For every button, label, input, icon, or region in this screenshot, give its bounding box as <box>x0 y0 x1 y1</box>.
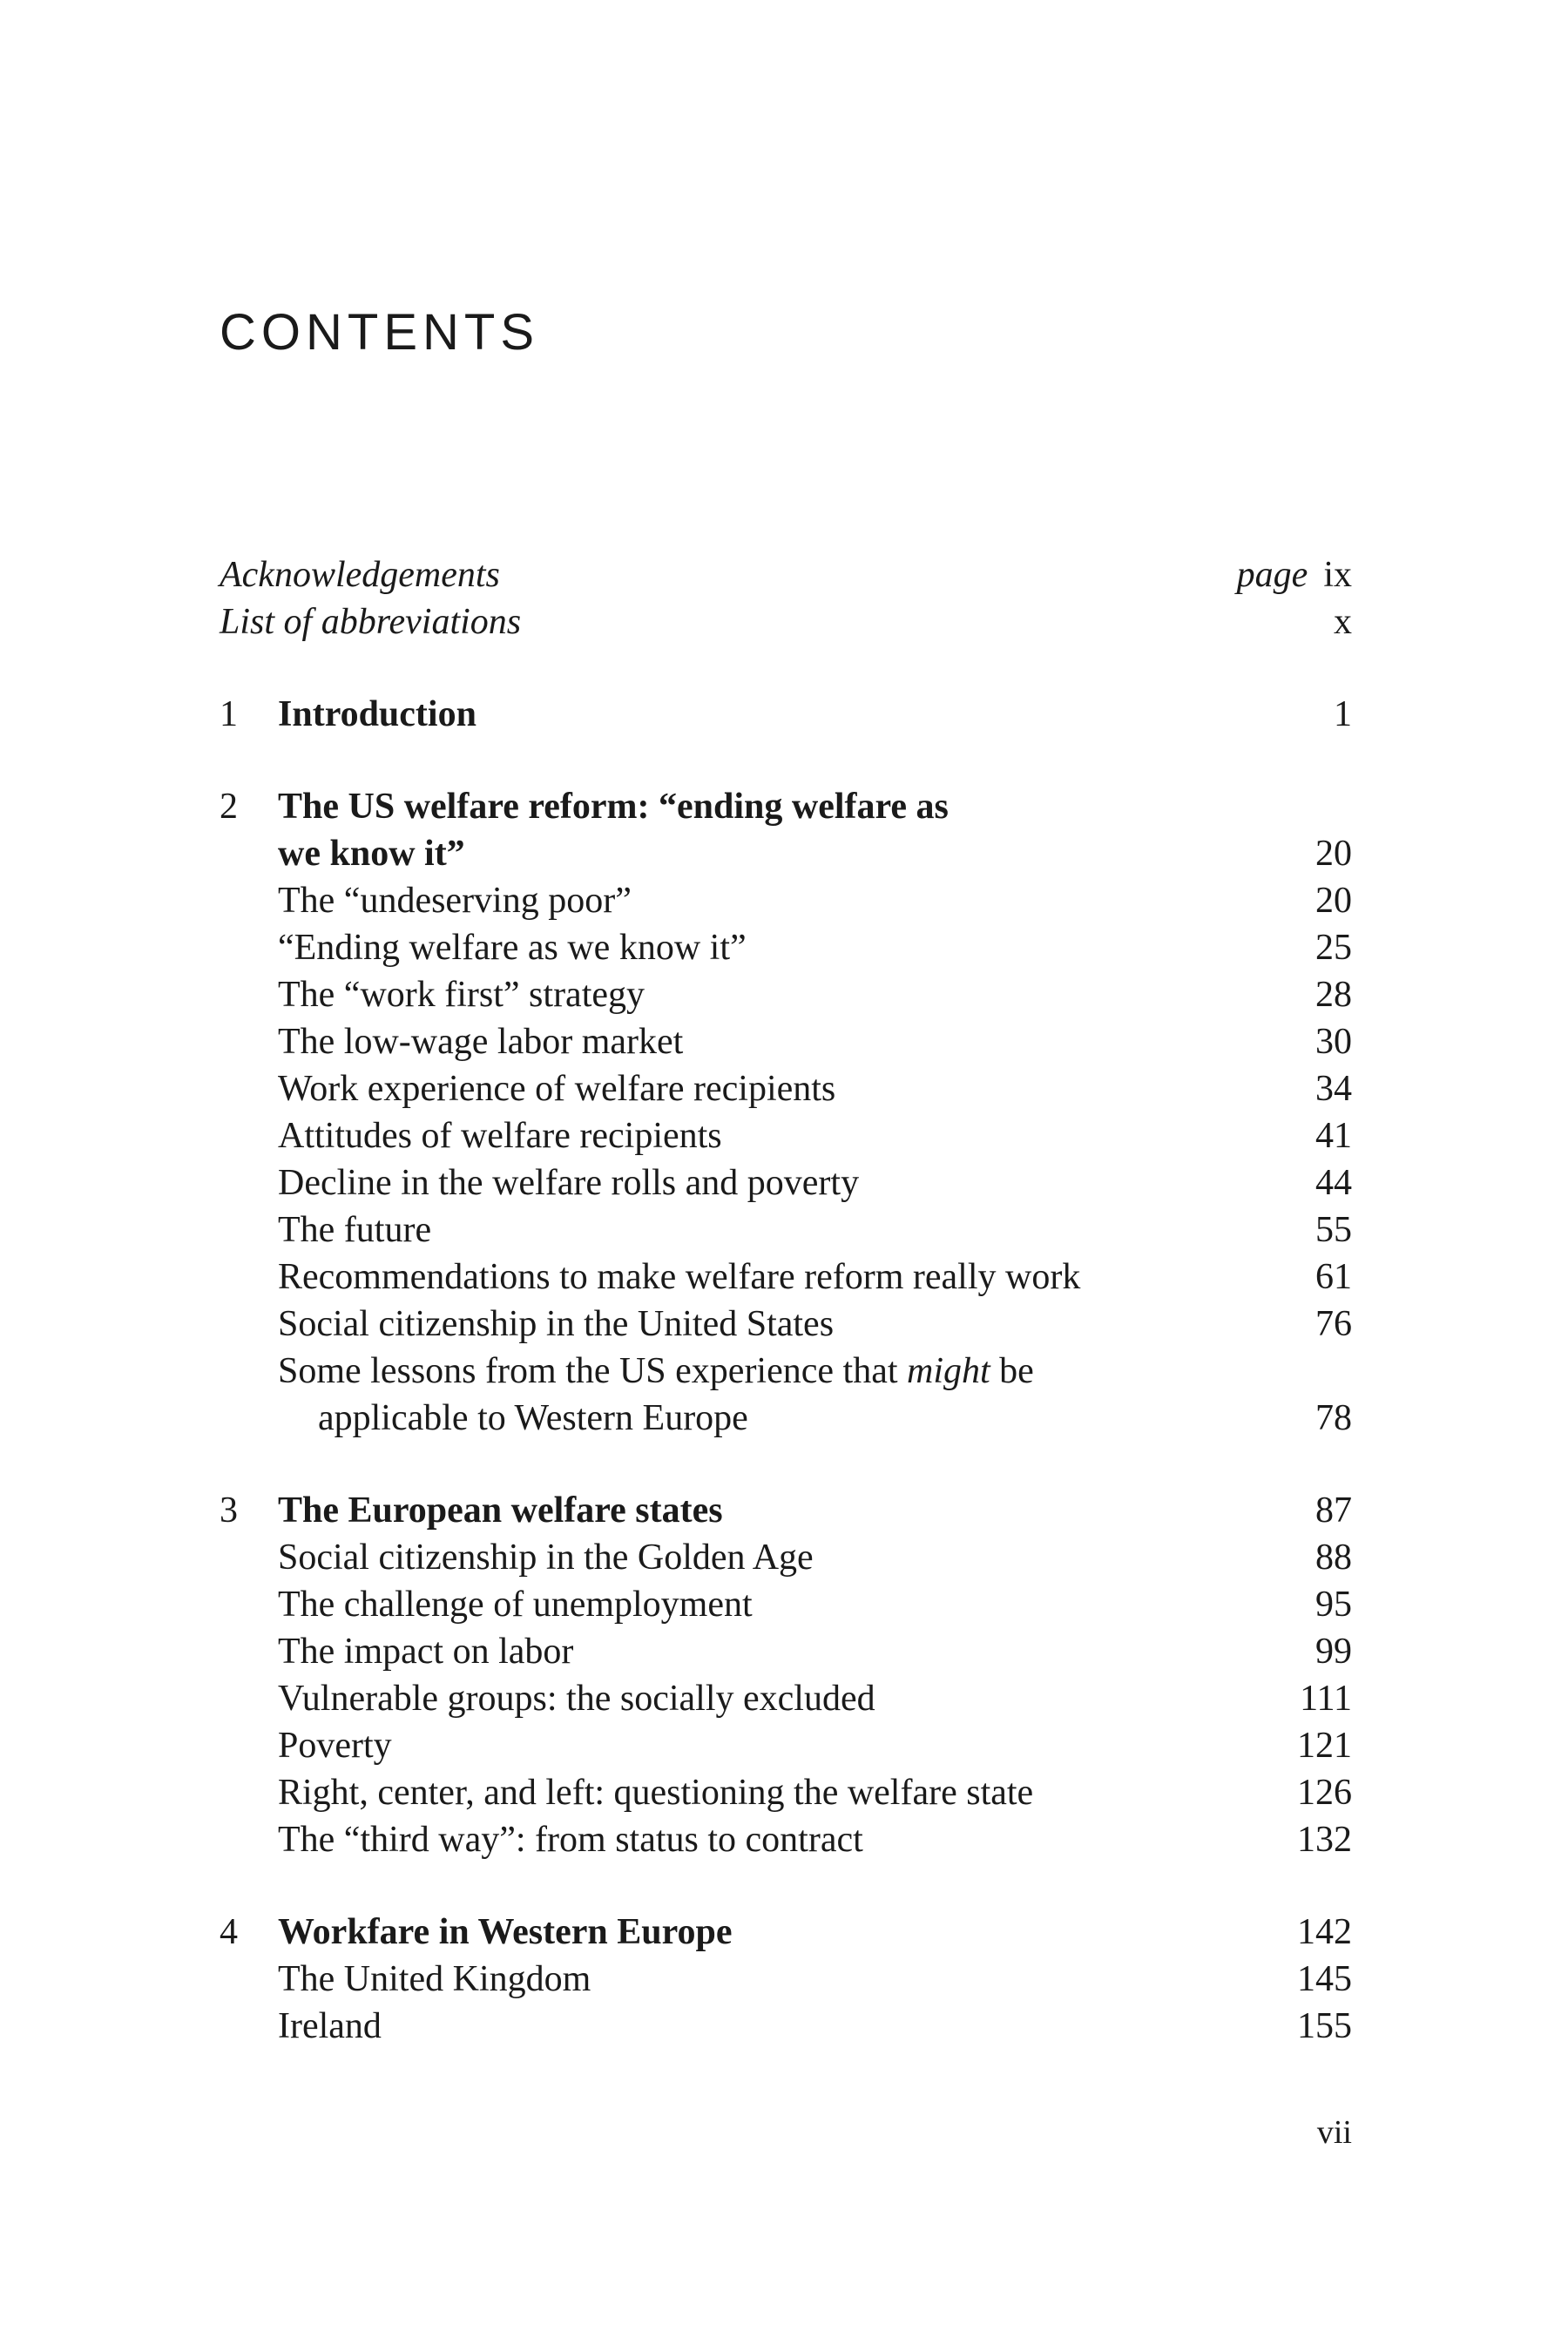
toc-entry-page: 78 <box>1315 1398 1352 1438</box>
section-title: Decline in the welfare rolls and poverty <box>278 1163 860 1203</box>
toc-chapter-2[interactable] <box>220 783 1352 830</box>
toc-section[interactable] <box>220 1581 1352 1628</box>
section-title: The United Kingdom <box>278 1959 591 1999</box>
toc-entry-page: 20 <box>1315 881 1352 921</box>
section-title: Right, center, and left: questioning the welfare state <box>278 1773 1034 1813</box>
toc-entry-page: 61 <box>1315 1257 1352 1297</box>
chapter-number: 2 <box>220 787 238 827</box>
section-title: Social citizenship in the United States <box>278 1304 835 1344</box>
chapter-title: Introduction <box>278 694 476 734</box>
toc-section[interactable] <box>220 1348 1352 1395</box>
toc-entry-page: 88 <box>1315 1538 1352 1578</box>
toc-entry-page: 87 <box>1315 1490 1352 1531</box>
section-title: The “undeserving poor” <box>278 881 632 921</box>
toc-section[interactable] <box>220 1534 1352 1581</box>
section-title-emphasis: might <box>907 1351 990 1391</box>
toc-section[interactable] <box>220 1675 1352 1722</box>
section-title <box>278 1348 1034 1395</box>
toc-entry-page: 25 <box>1315 928 1352 968</box>
toc-section[interactable] <box>220 1018 1352 1065</box>
section-title: Social citizenship in the Golden Age <box>278 1538 814 1578</box>
toc-entry-page <box>1237 551 1352 598</box>
section-title-continued: applicable to Western Europe <box>318 1398 748 1438</box>
toc-entry-page: 44 <box>1315 1163 1352 1203</box>
section-title: Recommendations to make welfare reform really work <box>278 1257 1081 1297</box>
toc-entry-page: 121 <box>1297 1726 1352 1766</box>
toc-entry-page: 30 <box>1315 1022 1352 1062</box>
toc-entry-page: 142 <box>1297 1912 1352 1952</box>
toc-section[interactable] <box>220 1065 1352 1112</box>
chapter-number: 1 <box>220 694 238 734</box>
section-title: The “third way”: from status to contract <box>278 1820 863 1860</box>
toc-entry-page: 155 <box>1297 2006 1352 2046</box>
section-title: The challenge of unemployment <box>278 1585 753 1625</box>
toc-entry-page: 126 <box>1297 1773 1352 1813</box>
toc-entry-page: 99 <box>1315 1632 1352 1672</box>
section-title: The impact on labor <box>278 1632 574 1672</box>
chapter-title: Workfare in Western Europe <box>278 1912 733 1952</box>
toc-entry-page: 132 <box>1297 1820 1352 1860</box>
section-title: The future <box>278 1210 432 1250</box>
toc-entry-title: Acknowledgements <box>220 555 500 595</box>
section-title: “Ending welfare as we know it” <box>278 928 747 968</box>
section-title: Poverty <box>278 1726 392 1766</box>
chapter-number: 4 <box>220 1912 238 1952</box>
page-title: CONTENTS <box>220 304 539 361</box>
toc-entry-title: List of abbreviations <box>220 602 522 642</box>
toc-section[interactable] <box>220 1301 1352 1348</box>
toc-section[interactable] <box>220 924 1352 971</box>
toc-section[interactable] <box>220 971 1352 1018</box>
page-number: ix <box>1323 555 1352 595</box>
toc-section-continued[interactable] <box>220 1395 1352 1442</box>
toc-section[interactable] <box>220 1159 1352 1206</box>
toc-section[interactable] <box>220 1628 1352 1675</box>
section-title: Vulnerable groups: the socially excluded <box>278 1679 875 1719</box>
section-title: The low-wage labor market <box>278 1022 684 1062</box>
chapter-title: The US welfare reform: “ending welfare as <box>278 787 949 827</box>
section-title-text: be <box>990 1351 1034 1391</box>
toc-section[interactable] <box>220 1254 1352 1301</box>
page-number-folio: vii <box>1316 2114 1352 2151</box>
table-of-contents <box>220 551 1352 2050</box>
section-title: Attitudes of welfare recipients <box>278 1116 722 1156</box>
toc-section[interactable] <box>220 1816 1352 1863</box>
toc-chapter-1[interactable] <box>220 691 1352 738</box>
toc-entry-page: x <box>1334 602 1352 642</box>
toc-entry-page: 34 <box>1315 1069 1352 1109</box>
toc-entry-acknowledgements[interactable] <box>220 551 1352 598</box>
toc-chapter-2-continued[interactable] <box>220 830 1352 877</box>
chapter-number: 3 <box>220 1490 238 1531</box>
toc-section[interactable] <box>220 1769 1352 1816</box>
toc-entry-page: 1 <box>1334 694 1352 734</box>
chapter-title-continued: we know it” <box>278 834 465 874</box>
toc-entry-page: 95 <box>1315 1585 1352 1625</box>
toc-section[interactable] <box>220 1112 1352 1159</box>
page-label: page <box>1236 555 1308 595</box>
toc-entry-page: 28 <box>1315 975 1352 1015</box>
toc-entry-abbreviations[interactable] <box>220 598 1352 645</box>
section-title: The “work first” strategy <box>278 975 645 1015</box>
toc-entry-page: 41 <box>1315 1116 1352 1156</box>
toc-entry-page: 76 <box>1315 1304 1352 1344</box>
toc-chapter-3[interactable] <box>220 1487 1352 1534</box>
chapter-title: The European welfare states <box>278 1490 723 1531</box>
toc-chapter-4[interactable] <box>220 1909 1352 1956</box>
toc-section[interactable] <box>220 1206 1352 1254</box>
toc-section[interactable] <box>220 2003 1352 2050</box>
toc-section[interactable] <box>220 1722 1352 1769</box>
section-title: Work experience of welfare recipients <box>278 1069 836 1109</box>
toc-entry-page: 55 <box>1315 1210 1352 1250</box>
toc-entry-page: 111 <box>1300 1679 1352 1719</box>
toc-entry-page: 145 <box>1297 1959 1352 1999</box>
toc-entry-page: 20 <box>1315 834 1352 874</box>
section-title: Ireland <box>278 2006 382 2046</box>
section-title-text: Some lessons from the US experience that <box>278 1351 907 1391</box>
toc-section[interactable] <box>220 1956 1352 2003</box>
toc-section[interactable] <box>220 877 1352 924</box>
